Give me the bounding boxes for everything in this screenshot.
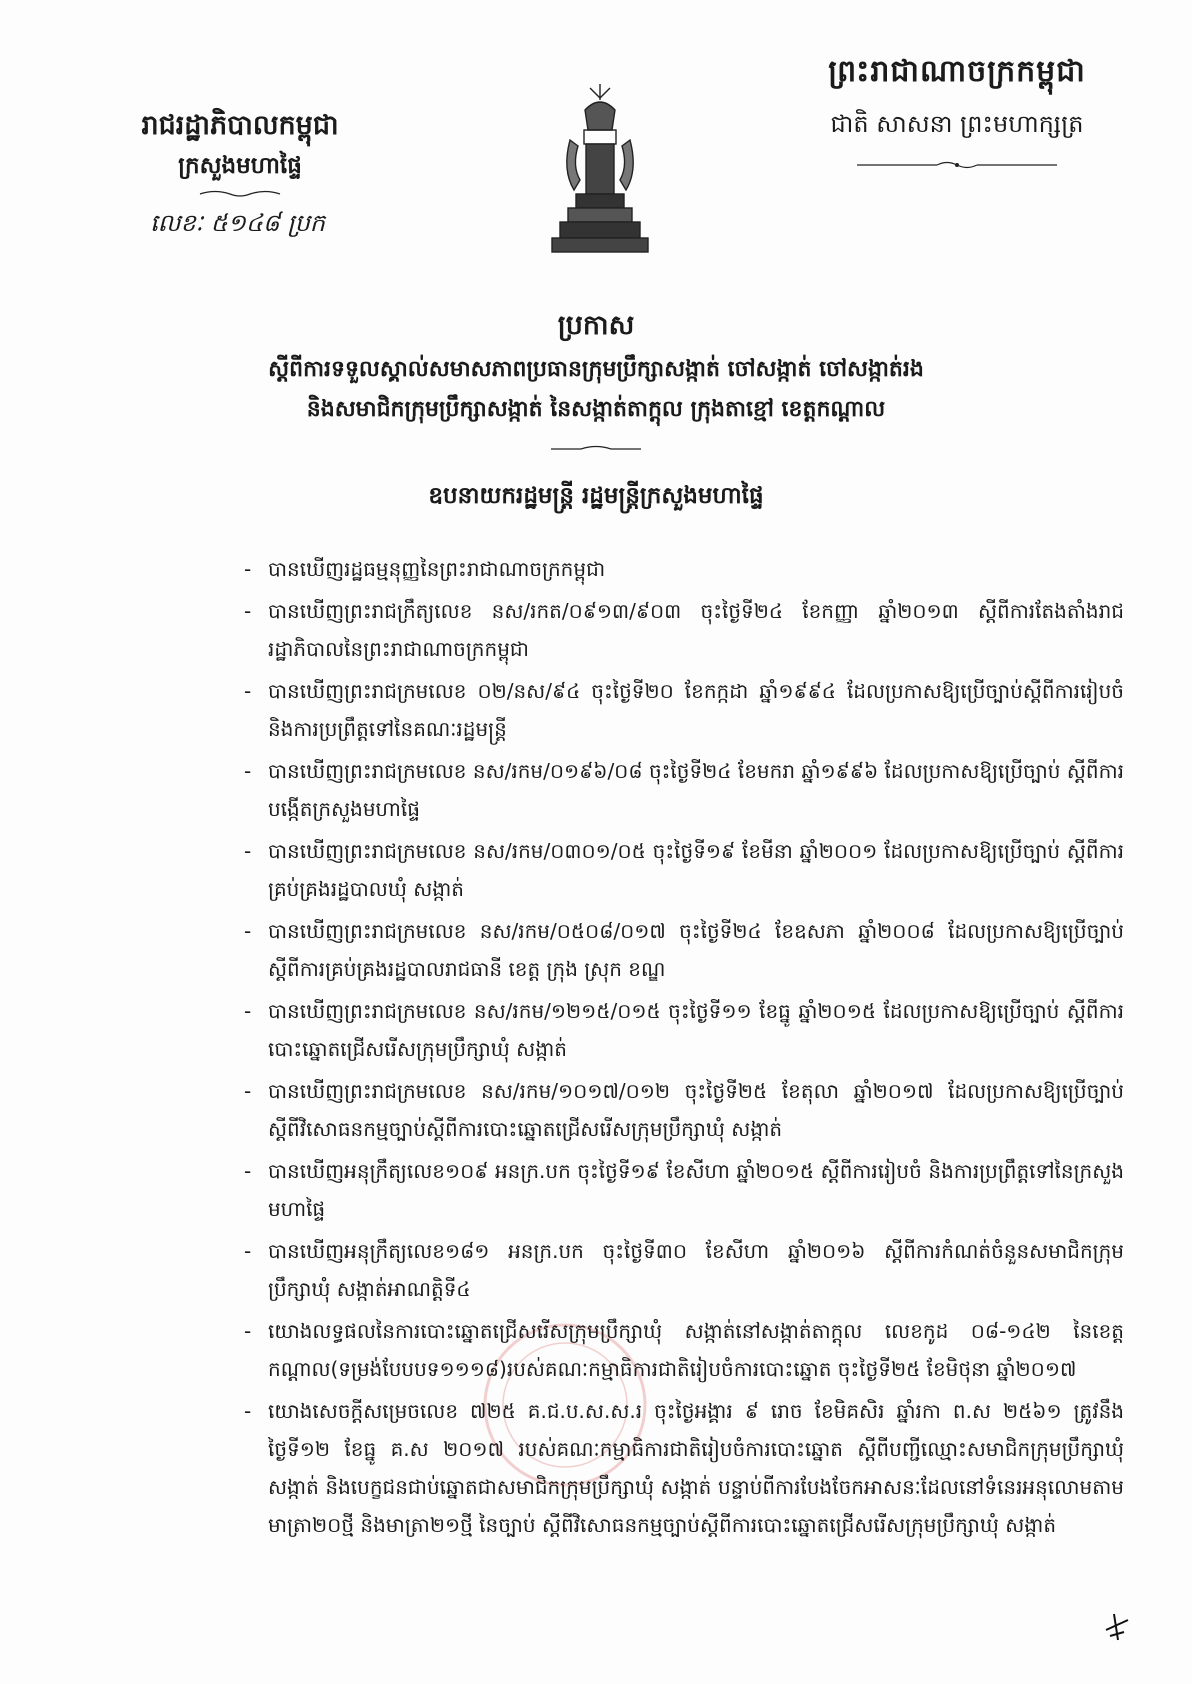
list-item: - បានឃើញព្រះរាជក្រឹត្យលេខ នស/រកត/០៩១៣/៩០៣ ចុះថ្ងៃទី២៤ ខែកញ្ញា ឆ្នាំ២០១៣ ស្តីពីការតែងតាំងរាជរដ្ឋាភិបាលនៃព្រះរាជាណាចក្រកម្ពុជា bbox=[244, 599, 1124, 661]
list-item: - បានឃើញព្រះរាជក្រមលេខ នស/រកម/០៥០៨/០១៧ ចុះថ្ងៃទី២៤ ខែឧសភា ឆ្នាំ២០០៨ ដែលប្រកាសឱ្យប្រើច្បាប់ ស្តីពីការគ្រប់គ្រងរដ្ឋបាលរាជធានី ខេត្ត ក្រុង ស្រុក ខណ្ឌ bbox=[244, 919, 1124, 981]
subject-line-1: ស្តីពីការទទួលស្គាល់សមាសភាពប្រធានក្រុមប្រឹក្សាសង្កាត់ ចៅសង្កាត់ ចៅសង្កាត់រង bbox=[268, 357, 924, 382]
recitals-list bbox=[244, 550, 1124, 1548]
list-item: - បានឃើញព្រះរាជក្រមលេខ នស/រកម/១០១៧/០១២ ចុះថ្ងៃទី២៥ ខែតុលា ឆ្នាំ២០១៧ ដែលប្រកាសឱ្យប្រើច្បាប់ ស្តីពីវិសោធនកម្មច្បាប់ស្តីពីការបោះឆ្នោតជ្រើសរើសក្រុមប្រឹក្សាឃុំ សង្កាត់ bbox=[244, 1079, 1124, 1141]
list-item: - បានឃើញរដ្ឋធម្មនុញ្ញនៃព្រះរាជាណាចក្រកម្ពុជា bbox=[244, 557, 606, 581]
list-item: - បានឃើញអនុក្រឹត្យលេខ១៨១ អនក្រ.បក ចុះថ្ងៃទី៣០ ខែសីហា ឆ្នាំ២០១៦ ស្តីពីការកំណត់ចំនួនសមាជិកក្រុមប្រឹក្សាឃុំ សង្កាត់អាណត្តិទី៤ bbox=[244, 1239, 1124, 1301]
document-type: ប្រកាស bbox=[557, 310, 635, 341]
kingdom-name: ព្រះរាជាណាចក្រកម្ពុជា bbox=[828, 54, 1086, 89]
list-item: - បានឃើញអនុក្រឹត្យលេខ១០៩ អនក្រ.បក ចុះថ្ងៃទី១៩ ខែសីហា ឆ្នាំ២០១៥ ស្តីពីការរៀបចំ និងការប្រព្រឹត្តទៅនៃក្រសួងមហាផ្ទៃ bbox=[244, 1159, 1124, 1221]
ministry-name: ក្រសួងមហាផ្ទៃ bbox=[178, 153, 302, 179]
list-item: - បានឃើញព្រះរាជក្រមលេខ នស/រកម/០១៩៦/០៨ ចុះថ្ងៃទី២៤ ខែមករា ឆ្នាំ១៩៩៦ ដែលប្រកាសឱ្យប្រើច្បាប់ ស្តីពីការបង្កើតក្រសួងមហាផ្ទៃ bbox=[244, 759, 1124, 821]
issuing-authority: ឧបនាយករដ្ឋមន្ត្រី រដ្ឋមន្ត្រីក្រសួងមហាផ្ទៃ bbox=[428, 483, 764, 509]
initial-mark-icon bbox=[1102, 1610, 1132, 1644]
ministry-header bbox=[110, 108, 370, 241]
list-item: - បានឃើញព្រះរាជក្រមលេខ នស/រកម/១២១៥/០១៥ ចុះថ្ងៃទី១១ ខែធ្នូ ឆ្នាំ២០១៥ ដែលប្រកាសឱ្យប្រើច្បាប់ ស្តីពីការបោះឆ្នោតជ្រើសរើសក្រុមប្រឹក្សាឃុំ សង្កាត់ bbox=[244, 999, 1124, 1061]
ornament-divider bbox=[857, 160, 1057, 170]
ornament-divider bbox=[551, 444, 641, 454]
title-block bbox=[120, 306, 1072, 516]
subject-line-2: និងសមាជិកក្រុមប្រឹក្សាសង្កាត់ នៃសង្កាត់តាក្តុល ក្រុងតាខ្មៅ ខេត្តកណ្តាល bbox=[306, 397, 886, 422]
list-item: - បានឃើញព្រះរាជក្រមលេខ នស/រកម/០៣០១/០៥ ចុះថ្ងៃទី១៩ ខែមីនា ឆ្នាំ២០០១ ដែលប្រកាសឱ្យប្រើច្បាប់ ស្តីពីការគ្រប់គ្រងរដ្ឋបាលឃុំ សង្កាត់ bbox=[244, 839, 1124, 901]
list-item: - យោងលទ្ធផលនៃការបោះឆ្នោតជ្រើសរើសក្រុមប្រឹក្សាឃុំ សង្កាត់នៅសង្កាត់តាក្តុល លេខកូដ ០៨-១៤២ នៃខេត្តកណ្តាល(ទម្រង់បែបបទ១១១៨)របស់គណៈកម្មាធិការជាតិរៀបចំការបោះឆ្នោត ចុះថ្ងៃទី២៥ ខែមិថុនា ឆ្នាំ២០១៧ bbox=[244, 1319, 1124, 1381]
ornament-divider bbox=[195, 189, 285, 199]
kingdom-header bbox=[792, 52, 1122, 174]
list-item: - យោងសេចក្តីសម្រេចលេខ ៧២៥ គ.ជ.ប.ស.ស.រ ចុះថ្ងៃអង្គារ ៩ រោច ខែមិគសិរ ឆ្នាំរកា ព.ស ២៥៦១ ត្រូវនឹងថ្ងៃទី១២ ខែធ្នូ គ.ស ២០១៧ របស់គណៈកម្មាធិការជាតិរៀបចំការបោះឆ្នោត ស្តីពីបញ្ជីឈ្មោះសមាជិកក្រុមប្រឹក្សាឃុំ សង្កាត់ និងបេក្ខជនជាប់ឆ្នោតជាសមាជិកក្រុមប្រឹក្សាឃុំ សង្កាត់ បន្ទាប់ពីការបែងចែកអាសនៈដែលនៅទំនេរអនុលោមតាមមាត្រា២០ថ្មី និងមាត្រា២១ថ្មី នៃច្បាប់ ស្តីពីវិសោធនកម្មច្បាប់ស្តីពីការបោះឆ្នោតជ្រើសរើសក្រុមប្រឹក្សាឃុំ សង្កាត់ bbox=[244, 1399, 1124, 1537]
list-item: - បានឃើញព្រះរាជក្រមលេខ ០២/នស/៩៤ ចុះថ្ងៃទី២០ ខែកក្កដា ឆ្នាំ១៩៩៤ ដែលប្រកាសឱ្យប្រើច្បាប់ស្តីពីការរៀបចំ និងការប្រព្រឹត្តទៅនៃគណៈរដ្ឋមន្ត្រី bbox=[244, 679, 1124, 741]
government-name: រាជរដ្ឋាភិបាលកម្ពុជា bbox=[141, 110, 339, 141]
national-motto: ជាតិ សាសនា ព្រះមហាក្សត្រ bbox=[830, 110, 1084, 138]
reference-number: លេខៈ ៥១៤៨ ប្រក bbox=[150, 209, 326, 237]
royal-emblem-icon bbox=[540, 80, 660, 260]
